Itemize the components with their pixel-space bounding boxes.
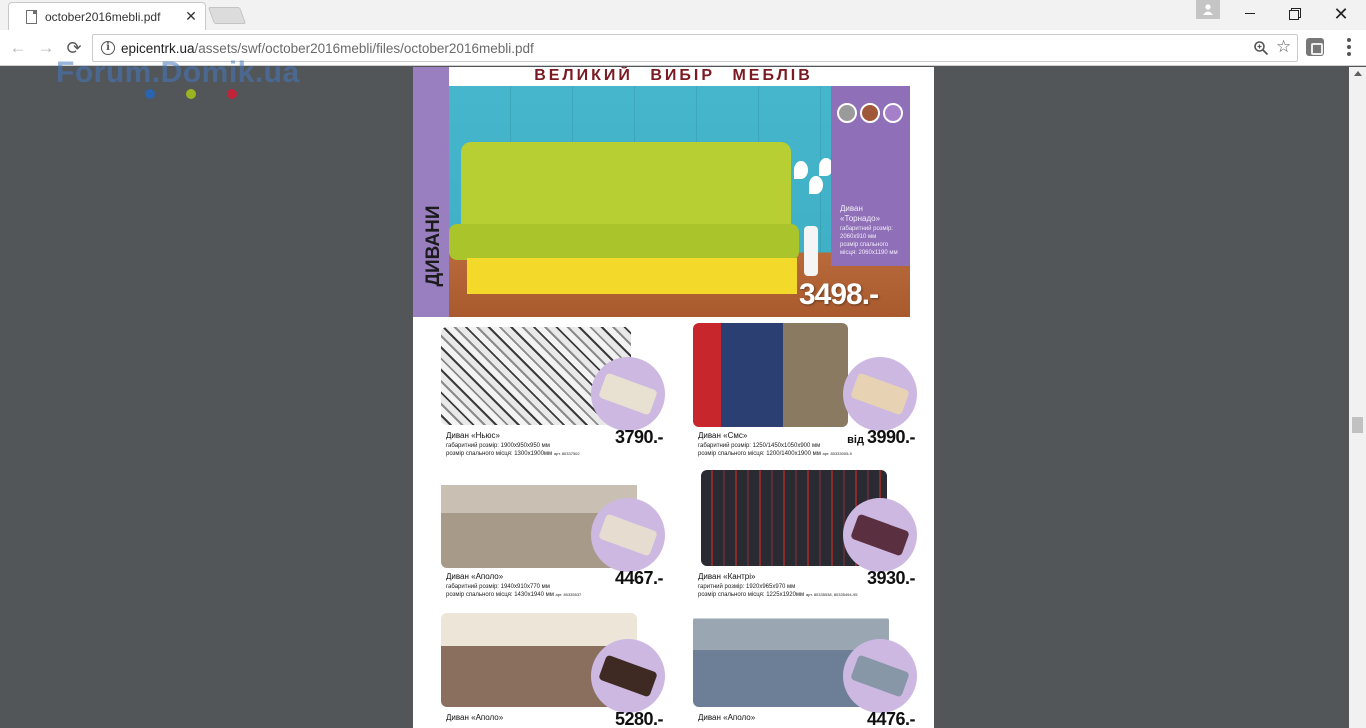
product-image — [693, 323, 848, 427]
watermark-logo: Forum.Domik.ua — [56, 56, 300, 89]
category-band — [413, 67, 449, 317]
sofa-image — [461, 142, 791, 232]
product-name: Диван «Аполо» — [446, 713, 504, 722]
color-swatch — [860, 103, 880, 123]
tab-active[interactable] — [8, 2, 206, 30]
product-detail-circle — [591, 639, 665, 713]
menu-icon[interactable] — [1342, 38, 1356, 58]
product-name: Диван «Кантрі» — [698, 572, 756, 581]
product-dims: габаритний розмір: 1940x910x770 мм — [446, 584, 550, 590]
product-detail-circle — [591, 357, 665, 431]
hero-product-name: Диван «Торнадо» — [840, 204, 881, 223]
product-card — [693, 462, 933, 602]
product-sku: арт. 80337502 — [553, 451, 580, 456]
product-sleep-dims: розмір спального місця: 1200/1400x1900 мм арт. 80333005-9 — [698, 451, 852, 457]
vertical-scrollbar[interactable] — [1349, 67, 1366, 728]
product-price: від 3990.- — [847, 427, 915, 447]
product-price: 3930.- — [866, 568, 915, 588]
document-icon — [26, 10, 37, 24]
product-sleep-dims: розмір спального місця: 1430x1940 мм арт. 80335537 — [446, 592, 582, 598]
product-sleep-dims: розмір спального місця: 1225x1920мм арт. 80335538, 80335494-95 — [698, 592, 858, 598]
product-dims: габаритний розмір: 1250/1450x1050x900 мм — [698, 443, 821, 449]
product-info-box — [831, 86, 910, 266]
profile-button[interactable] — [1196, 0, 1220, 19]
url-path: /assets/swf/october2016mebli/files/october2016mebli.pdf — [194, 41, 534, 56]
site-info-icon[interactable]: i — [101, 41, 115, 55]
reload-button[interactable]: ⟳ — [66, 38, 82, 58]
sofa-seat — [449, 224, 799, 260]
hero-banner — [449, 86, 910, 317]
product-price: 4467.- — [614, 568, 663, 588]
color-swatch — [837, 103, 857, 123]
extension-icon[interactable] — [1306, 38, 1324, 56]
product-name: Диван «Ньюс» — [446, 431, 500, 440]
product-sku: арт. 80335538, 80335494-95 — [805, 592, 858, 597]
product-dims: габаритний розмір: 1900x950x950 мм — [446, 443, 550, 449]
forward-button[interactable]: → — [37, 38, 55, 57]
bookmark-star-icon[interactable]: ☆ — [1276, 37, 1292, 56]
product-sku: арт. 80335537 — [555, 592, 582, 597]
scroll-up-arrow-icon[interactable] — [1354, 71, 1362, 76]
minimize-button[interactable] — [1227, 0, 1273, 28]
color-swatch — [883, 103, 903, 123]
product-price: 4476.- — [866, 709, 915, 728]
category-label: ДИВАНИ — [423, 205, 444, 287]
url-host: epicentrk.ua — [121, 41, 195, 56]
product-detail-circle — [843, 498, 917, 572]
tab-title: october2016mebli.pdf — [45, 10, 161, 24]
product-price: 3790.- — [614, 427, 663, 447]
watermark-dot — [145, 89, 155, 99]
window-close-button[interactable]: ✕ — [1333, 4, 1349, 24]
watermark-dot — [227, 89, 237, 99]
product-detail-circle — [591, 498, 665, 572]
product-card — [441, 603, 681, 728]
hero-product-dims: габаритний розмір: 2060x910 мм розмір спального місця: 2060x1190 мм — [840, 226, 898, 256]
watermark-dots — [145, 89, 245, 99]
tab-strip — [0, 0, 1366, 30]
product-sleep-dims: розмір спального місця: 1300x1900мм арт. 80337502 — [446, 451, 580, 457]
watermark-dot — [186, 89, 196, 99]
zoom-icon[interactable] — [1253, 40, 1269, 56]
person-icon — [1202, 3, 1214, 15]
close-tab-icon[interactable]: ✕ — [185, 8, 197, 24]
restore-button[interactable] — [1272, 0, 1318, 28]
url-text[interactable] — [121, 41, 534, 56]
product-dims: гаритний розмір: 1920x965x970 мм — [698, 584, 796, 590]
product-card — [693, 321, 933, 461]
product-name: Диван «Аполо» — [698, 713, 756, 722]
product-detail-circle — [843, 357, 917, 431]
sofa-base — [467, 258, 797, 294]
product-name: Диван «Аполо» — [446, 572, 504, 581]
product-name: Диван «Смс» — [698, 431, 748, 440]
product-sku: арт. 80333005-9 — [822, 451, 852, 456]
product-card — [693, 603, 933, 728]
page-title: ВЕЛИКИЙ ВИБІР МЕБЛІВ — [534, 67, 813, 84]
product-card — [441, 321, 681, 461]
product-price: 5280.- — [614, 709, 663, 728]
back-button[interactable]: ← — [9, 38, 27, 57]
pdf-page — [413, 67, 934, 728]
product-detail-circle — [843, 639, 917, 713]
product-card — [441, 462, 681, 602]
scroll-thumb[interactable] — [1352, 417, 1363, 433]
hero-price: 3498.- — [799, 278, 879, 311]
vase-image — [804, 226, 818, 276]
new-tab-button[interactable] — [208, 7, 246, 24]
